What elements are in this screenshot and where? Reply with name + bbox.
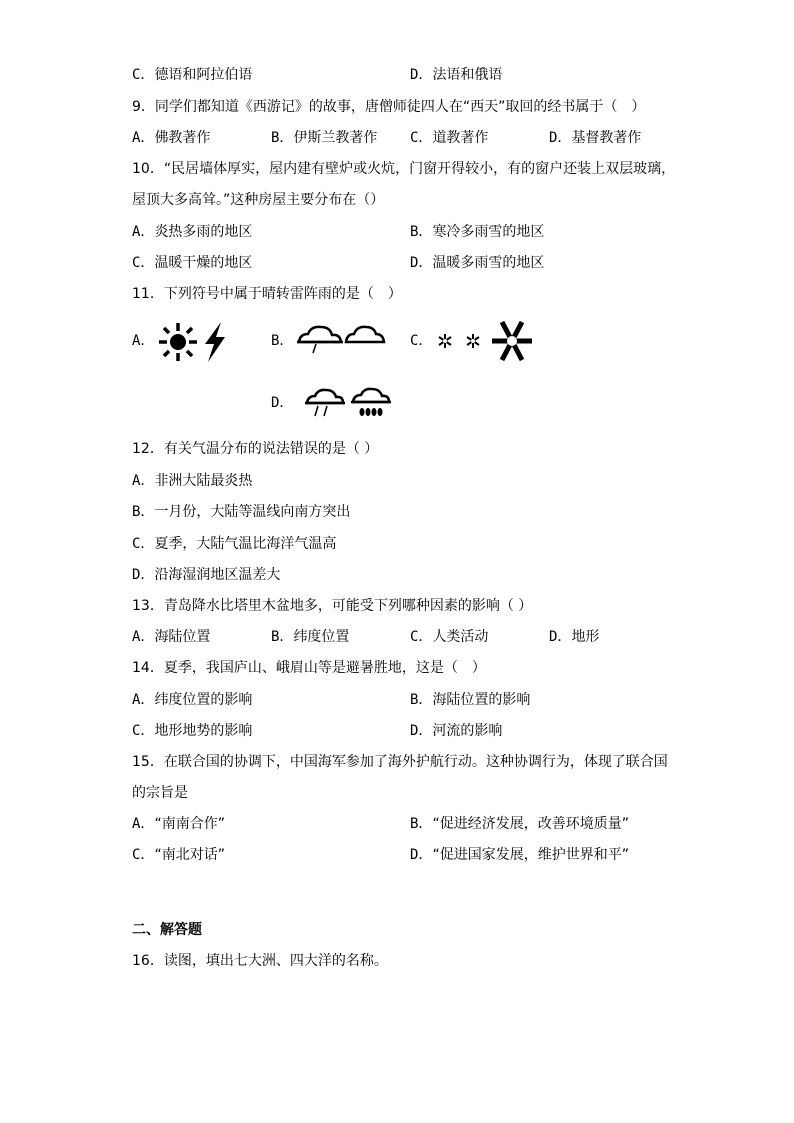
q15-option-d: D．“促进国家发展，维护世界和平” — [410, 847, 629, 863]
q10-option-d: D．温暖多雨雪的地区 — [410, 255, 545, 271]
q9-option-b: B．伊斯兰教著作 — [271, 130, 378, 146]
q9-option-d: D．基督教著作 — [549, 130, 642, 146]
q11-stem: 11．下列符号中属于晴转雷阵雨的是（ ） — [132, 286, 402, 302]
q10-stem-line2: 屋顶大多高耸。”这种房屋主要分布在（） — [132, 192, 385, 208]
q12-option-a: A．非洲大陆最炎热 — [132, 473, 253, 489]
light-snow-icon — [465, 333, 481, 349]
q14-option-a: A．纬度位置的影响 — [132, 692, 253, 708]
heavy-snow-icon — [492, 320, 532, 362]
q9-option-a: A．佛教著作 — [132, 130, 211, 146]
lightning-icon — [203, 322, 227, 362]
light-snow-icon — [437, 333, 453, 349]
q10-option-c: C．温暖干燥的地区 — [132, 255, 253, 271]
q10-stem-line1: 10．“民居墙体厚实，屋内建有壁炉或火炕，门窗开得较小，有的窗户还装上双层玻璃， — [132, 161, 676, 177]
q8-option-c: C．德语和阿拉伯语 — [132, 67, 253, 83]
q8-option-d: D．法语和俄语 — [410, 67, 503, 83]
q13-option-b: B．纬度位置 — [271, 629, 350, 645]
rain-cloud-icon — [304, 387, 346, 417]
cloudy-icon — [344, 324, 386, 346]
q12-option-c: C．夏季，大陆气温比海洋气温高 — [132, 536, 337, 552]
q10-option-a: A．炎热多雨的地区 — [132, 224, 253, 240]
q15-stem-line1: 15．在联合国的协调下，中国海军参加了海外护航行动。这种协调行为，体现了联合国 — [132, 754, 668, 770]
section-title: 二、解答题 — [132, 922, 202, 938]
q14-option-c: C．地形地势的影响 — [132, 723, 253, 739]
q10-option-b: B．寒冷多雨雪的地区 — [410, 224, 545, 240]
q15-option-b: B．“促进经济发展，改善环境质量” — [410, 816, 629, 832]
q13-option-d: D．地形 — [549, 629, 600, 645]
hail-cloud-icon — [350, 387, 392, 419]
q11-option-b-label: B． — [271, 333, 294, 349]
light-rain-cloud-icon — [296, 324, 344, 354]
q12-option-d: D．沿海湿润地区温差大 — [132, 567, 281, 583]
q11-option-d-label: D． — [271, 395, 294, 411]
q9-option-c: C．道教著作 — [410, 130, 489, 146]
q9-stem: 9．同学们都知道《西游记》的故事，唐僧师徒四人在“西天”取回的经书属于（ ） — [132, 99, 646, 115]
q13-option-a: A．海陆位置 — [132, 629, 211, 645]
q15-option-c: C．“南北对话” — [132, 847, 225, 863]
sun-icon — [158, 322, 198, 362]
q13-option-c: C．人类活动 — [410, 629, 489, 645]
q15-stem-line2: 的宗旨是 — [132, 785, 188, 801]
q14-stem: 14．夏季，我国庐山、峨眉山等是避暑胜地，这是（ ） — [132, 660, 486, 676]
q12-stem: 12．有关气温分布的说法错误的是（ ） — [132, 441, 379, 457]
q14-option-d: D．河流的影响 — [410, 723, 503, 739]
q14-option-b: B．海陆位置的影响 — [410, 692, 531, 708]
q16-stem: 16．读图，填出七大洲、四大洋的名称。 — [132, 953, 388, 969]
q11-option-c-label: C． — [410, 333, 433, 349]
q11-option-a-label: A． — [132, 333, 155, 349]
q15-option-a: A．“南南合作” — [132, 816, 225, 832]
q13-stem: 13．青岛降水比塔里木盆地多，可能受下列哪种因素的影响（ ） — [132, 598, 533, 614]
q12-option-b: B．一月份，大陆等温线向南方突出 — [132, 504, 351, 520]
